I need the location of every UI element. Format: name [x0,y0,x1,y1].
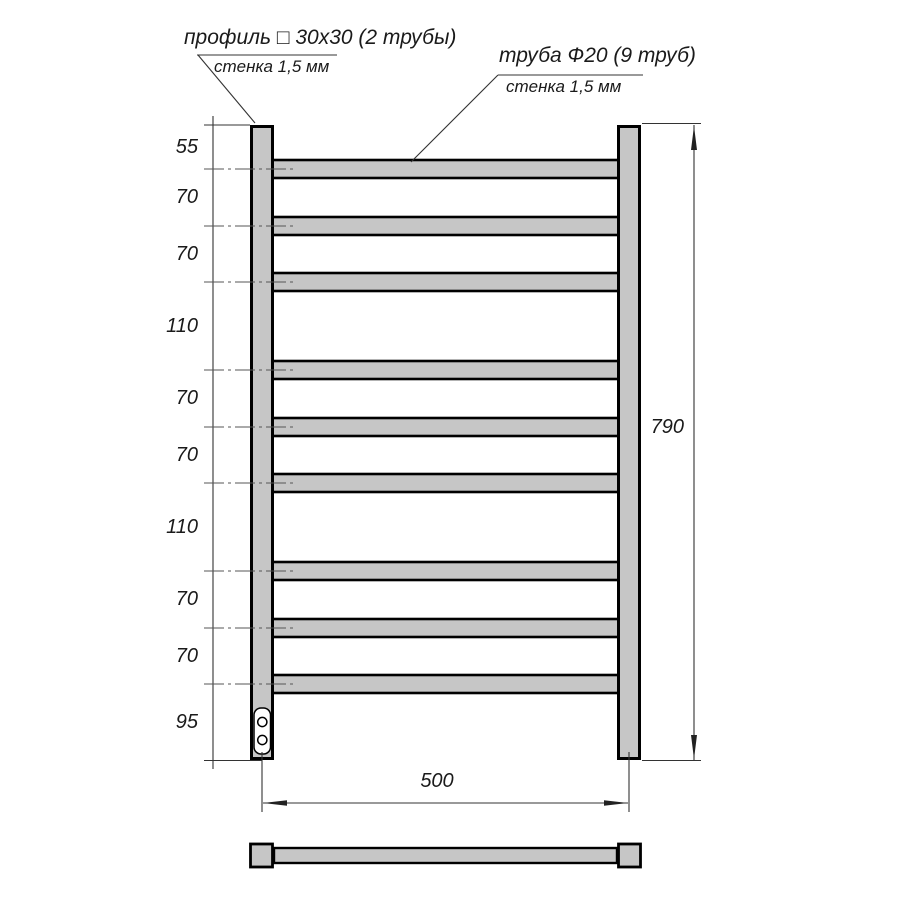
top-view-projection [251,844,641,867]
profile-callout-wall: стенка 1,5 мм [214,57,330,76]
tube-rung-6 [272,474,619,492]
dim-total-height: 790 [650,416,684,438]
dim-segment-8: 70 [175,588,198,610]
tube-rung-3 [272,273,619,291]
regulator-button-icon [258,717,267,726]
height-dimension [642,124,701,761]
dim-segment-7: 110 [166,516,198,538]
profile-callout-title: профиль □ 30x30 (2 трубы) [184,26,457,49]
tube-rung-2 [272,217,619,235]
tube-callout-title: труба Ф20 (9 труб) [499,44,696,67]
top-view-left-cap [251,844,273,867]
arrowhead-down-icon [691,735,697,759]
tube-rung-5 [272,418,619,436]
dim-segment-10: 95 [175,711,198,733]
tube-rung-7 [272,562,619,580]
arrowhead-left-icon [263,800,287,806]
regulator-body [254,708,271,754]
arrowhead-up-icon [691,126,697,150]
top-view-right-cap [619,844,641,867]
regulator-button-icon [258,735,267,744]
tube-callout-wall: стенка 1,5 мм [506,77,622,96]
top-view-tube [274,848,617,863]
horizontal-tubes [272,160,619,693]
dim-segment-3: 70 [175,243,198,265]
tube-rung-8 [272,619,619,637]
tube-rung-4 [272,361,619,379]
dim-segment-9: 70 [175,645,198,667]
tube-leader-diagonal [411,75,498,162]
right-post-profile [619,127,640,759]
dim-segment-4: 110 [166,315,198,337]
dim-overall-width: 500 [420,770,454,792]
tube-rung-1 [272,160,619,178]
dim-segment-5: 70 [175,387,198,409]
arrowhead-right-icon [604,800,628,806]
dim-segment-6: 70 [175,444,198,466]
left-post-profile [252,127,273,759]
regulator-panel [254,708,271,754]
tube-rung-9 [272,675,619,693]
dim-segment-1: 55 [175,136,198,158]
dim-segment-2: 70 [175,186,198,208]
